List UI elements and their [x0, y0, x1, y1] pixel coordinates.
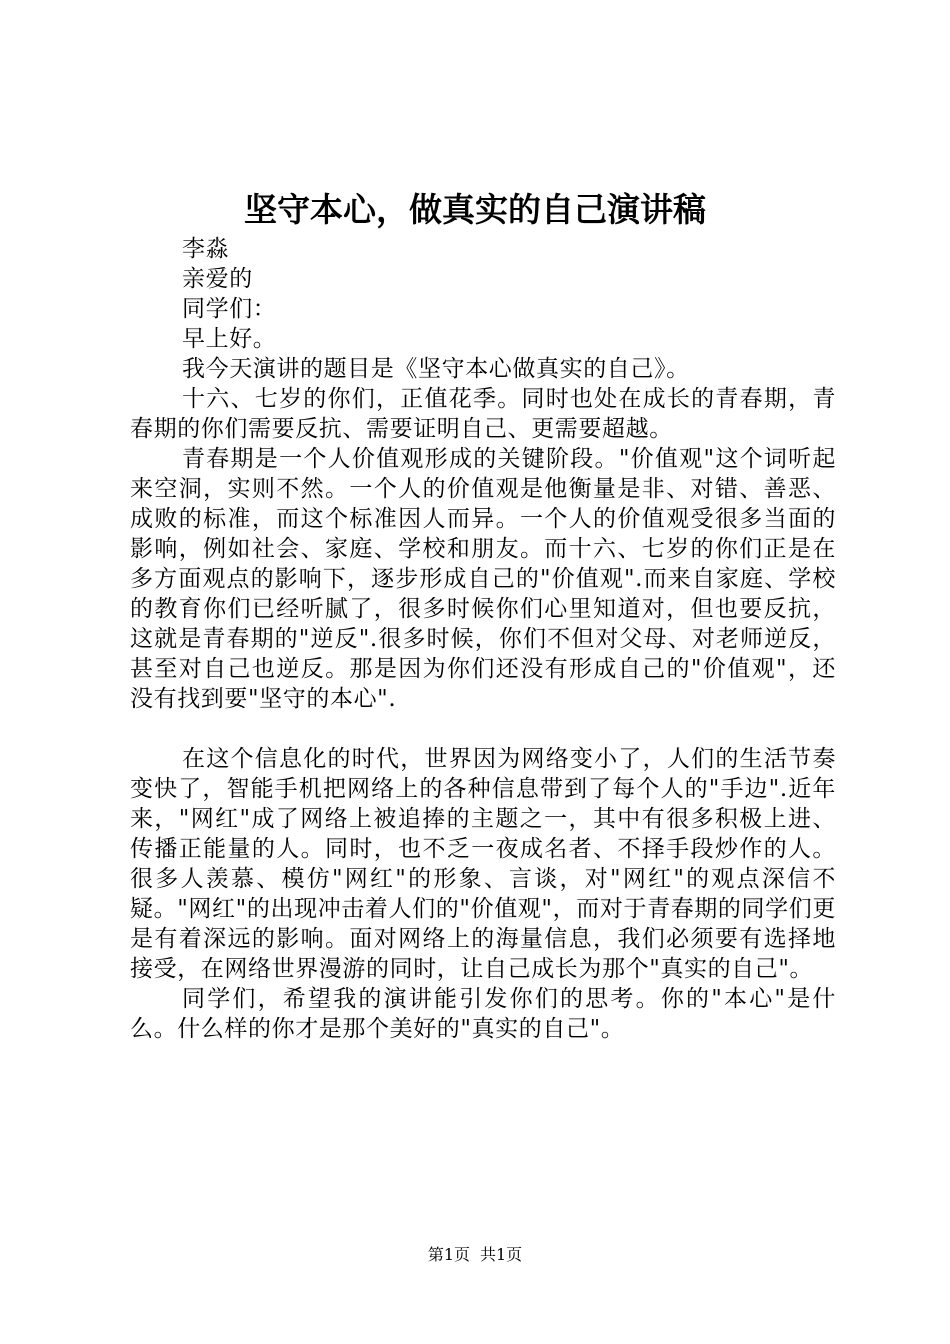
greeting-line: 早上好。: [182, 326, 277, 352]
document-body: [130, 234, 836, 1044]
body-paragraph: 青春期是一个人价值观形成的关键阶段。"价值观"这个词听起来空洞，实则不然。一个人的价值观是他衡量是非、对错、善恶、成败的标准，而这个标准因人而异。一个人的价值观受很多当面的影响，例如社会、家庭、学校和朋友。而十六、七岁的你们正是在多方面观点的影响下，逐步形成自己的"价值观".而来自家庭、学校的教育你们已经听腻了，很多时候你们心里知道对，但也要反抗，这就是青春期的"逆反".很多时候，你们不但对父母、对老师逆反，甚至对自己也逆反。那是因为你们还没有形成自己的"价值观"，还没有找到要"坚守的本心".: [130, 446, 836, 712]
document-title: 坚守本心，做真实的自己演讲稿: [244, 190, 706, 229]
salutation-line: 亲爱的: [182, 266, 253, 292]
body-paragraph: 在这个信息化的时代，世界因为网络变小了，人们的生活节奏变快了，智能手机把网络上的各种信息带到了每个人的"手边".近年来，"网红"成了网络上被追捧的主题之一，其中有很多积极上进、传播正能量的人。同时，也不乏一夜成名者、不择手段炒作的人。很多人羡慕、模仿"网红"的形象、言谈，对"网红"的观点深信不疑。"网红"的出现冲击着人们的"价值观"，而对于青春期的同学们更是有着深远的影响。面对网络上的海量信息，我们必须要有选择地接受，在网络世界漫游的同时，让自己成长为那个"真实的自己"。: [130, 746, 836, 982]
page-total: 共1页: [480, 1245, 523, 1264]
closing-paragraph: 同学们，希望我的演讲能引发你们的思考。你的"本心"是什么。什么样的你才是那个美好的"真实的自己"。: [130, 986, 836, 1042]
page-footer: [0, 1245, 950, 1265]
salutation-line: 同学们：: [182, 296, 277, 322]
body-paragraph: 我今天演讲的题目是《坚守本心做真实的自己》。: [182, 356, 690, 382]
page-number: 第1页: [427, 1245, 470, 1264]
body-paragraph: 十六、七岁的你们，正值花季。同时也处在成长的青春期，青春期的你们需要反抗、需要证明自己、更需要超越。: [130, 386, 836, 442]
author-line: 李淼: [182, 236, 230, 262]
